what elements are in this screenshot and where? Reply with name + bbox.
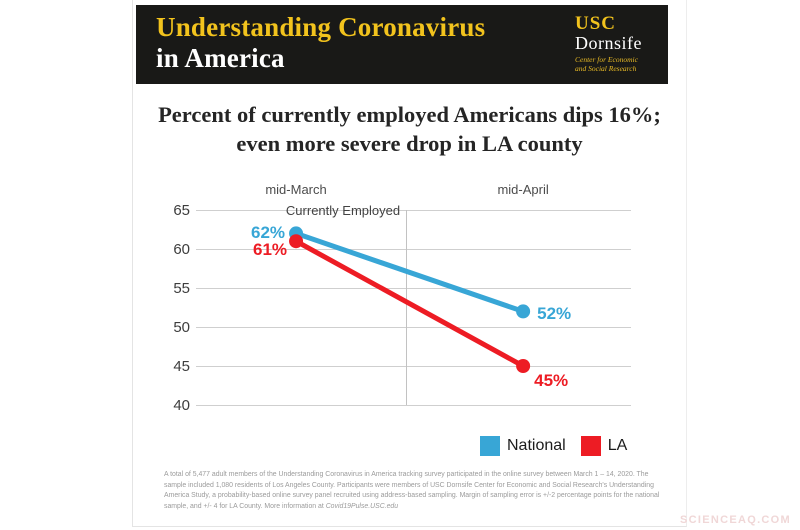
headline-line2: even more severe drop in LA county [236, 131, 583, 156]
legend-label-national: National [507, 437, 566, 454]
y-tick-label: 65 [173, 202, 190, 219]
y-tick-label: 40 [173, 397, 190, 414]
watermark: SCIENCEAQ.COM [679, 514, 791, 526]
point-label: 52% [537, 304, 572, 324]
column-label: mid-March [265, 182, 327, 197]
series-line-national [296, 233, 523, 311]
y-tick-label: 55 [173, 280, 190, 297]
brand-title-line2: in America [156, 43, 285, 73]
infographic-card [132, 0, 687, 527]
gridline [196, 405, 631, 406]
headline-line1: Percent of currently employed Americans dips 16%; [158, 102, 661, 127]
y-tick-label: 60 [173, 241, 190, 258]
series-line-la [296, 241, 523, 366]
brand-header [136, 5, 668, 84]
y-tick-label: 45 [173, 358, 190, 375]
legend-swatch-la [581, 436, 601, 456]
y-tick-label: 50 [173, 319, 190, 336]
legend-label-la: LA [607, 437, 628, 454]
point-label: 62% [251, 223, 286, 243]
point-label: 61% [253, 240, 288, 260]
methodology-footnote [164, 470, 662, 512]
x-axis-label: Currently Employed [285, 203, 401, 218]
brand-title [156, 12, 485, 74]
footnote-link-text: Covid19Pulse.USC.edu [325, 502, 399, 510]
data-point [516, 304, 530, 318]
point-label: 45% [534, 371, 569, 390]
column-label: mid-April [497, 182, 549, 197]
data-point [516, 359, 530, 373]
line-chart-plot [173, 182, 631, 414]
logo-usc: USC [575, 13, 617, 34]
footnote-text: A total of 5,477 adult members of the Understanding Coronavirus in America tracking survey participated in the online survey between March 1 – 14, 2020. The sample included 1,080 residents of Los Angeles County. Participants were members of USC Dornsife Center for Economic and Social Research's Understanding America Study, a probability-based online survey panel recruited using address-based sampling. Margin of sampling error is +/-2 percentage points for the national sample, and +/- 4 for LA County. More information at [164, 471, 660, 510]
chart-legend [480, 436, 642, 456]
brand-title-line1: Understanding Coronavirus [156, 12, 486, 42]
logo-dornsife: Dornsife [575, 33, 642, 53]
chart-headline [133, 100, 686, 158]
data-point [289, 234, 303, 248]
logo-tagline: Center for Economic and Social Research [575, 55, 638, 73]
usc-dornsife-logo [575, 14, 642, 73]
legend-swatch-national [480, 436, 500, 456]
